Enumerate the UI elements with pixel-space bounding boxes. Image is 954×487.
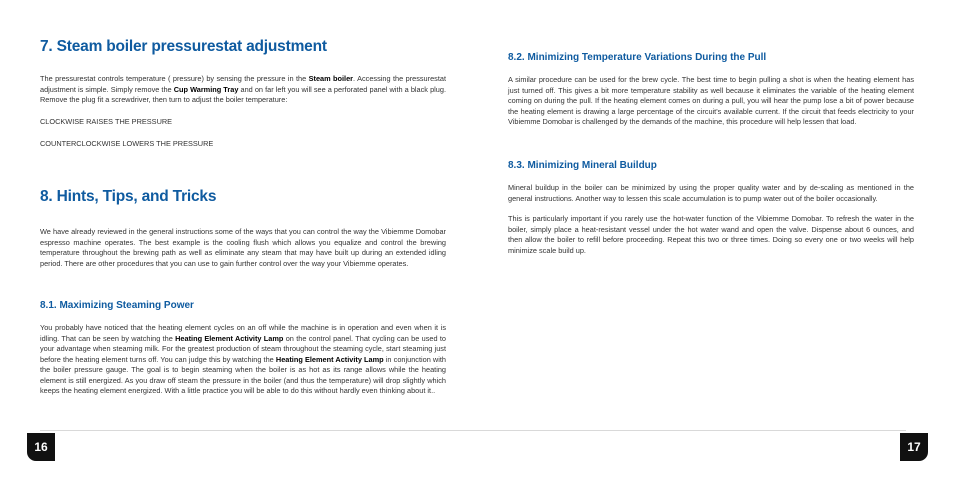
bold-term: Heating Element Activity Lamp xyxy=(175,333,284,343)
text-run: and on far left you will see a perforated panel with a black plug. Remove the plug fit a screwdriver, then turn to adjust the boiler temperature: xyxy=(40,84,446,104)
section-8-3-paragraph-2: This is particularly important if you rarely use the hot-water function of the Vibiemme Domobar. To refresh the water in the boiler, simply place a heat-resistant vessel under the hot water wand and open the valve. Dispense about 6 ounces, and then allow the boiler to refill before proceeding. Repeat this two or three times. Doing so every one or two weeks will help minimize scale build up. xyxy=(508,214,914,255)
section-8-3-title: 8.3. Minimizing Mineral Buildup xyxy=(508,160,657,171)
bold-term: Cup Warming Tray xyxy=(173,84,239,94)
page-number-right: 17 xyxy=(900,433,928,461)
counterclockwise-note: COUNTERCLOCKWISE LOWERS THE PRESSURE xyxy=(40,139,214,148)
footer-divider xyxy=(40,430,906,431)
text-run: . Accessing the pressurestat adjustment is simple. Simply remove the xyxy=(40,74,447,94)
clockwise-note: CLOCKWISE RAISES THE PRESSURE xyxy=(40,117,173,126)
bold-term: Heating Element Activity Lamp xyxy=(275,354,384,364)
section-8-title: 8. Hints, Tips, and Tricks xyxy=(40,188,217,205)
section-8-2-title: 8.2. Minimizing Temperature Variations During the Pull xyxy=(508,52,767,63)
section-8-2-paragraph: A similar procedure can be used for the brew cycle. The best time to begin pulling a shot is when the heating element has just turned off. This gives a bit more temperature stability as well because it eliminates the variable of the heating element coming on during the pull. If the heating element comes on during a pull, you will hear the pump lose a bit of power because the heating element is drawing a large percentage of the circuit's available current. If the circuit that feeds electricity to your Vibiemme Domobar is challenged by the demands of the machine, this procedure will help lessen that load. xyxy=(508,75,914,126)
page-number-left: 16 xyxy=(27,433,55,461)
section-7-title: 7. Steam boiler pressurestat adjustment xyxy=(40,38,327,55)
section-7-paragraph xyxy=(40,74,446,106)
section-8-paragraph: We have already reviewed in the general instructions some of the ways that you can control the way the Vibiemme Domobar espresso machine operates. The best example is the cooling flush which allows you equalize and control the brewing temperature throughout the brewing path as well as eliminate any steam that may have built up during an extended idling period. There are other procedures that you can use to gain further control over the way your Vibiemme operates. xyxy=(40,227,446,268)
bold-term: Steam boiler xyxy=(308,74,354,83)
section-8-3-paragraph-1: Mineral buildup in the boiler can be minimized by using the proper quality water and by de-scaling as mentioned in the general instructions. Another way to lessen this scale accumulation is to pump water out of the boiler occasionally. xyxy=(508,183,914,203)
text-run: You probably have noticed that the heating element cycles on an off while the machine is in operation and even when it is idling. That can be seen by watching the xyxy=(40,323,446,343)
text-run: in conjunction with the boiler pressure gauge. The goal is to begin steaming when the boiler is as hot as its range allows while the heating element is still energized. As you draw off steam the pressure in the boiler (and thus the temperature) will drop slightly which keeps the heating element energized. With a little practice you will be able to do this without hardly even thinking about it.. xyxy=(40,354,446,395)
text-run: The pressurestat controls temperature ( pressure) by sensing the pressure in the xyxy=(40,74,309,83)
text-run: on the control panel. That cycling can be used to your advantage when steaming milk. For the greatest production of steam throughout the steaming cycle, start steaming just before the heating element turns off. You can judge this by watching the xyxy=(40,333,446,364)
section-8-1-paragraph xyxy=(40,323,446,397)
section-8-1-title: 8.1. Maximizing Steaming Power xyxy=(40,300,194,311)
